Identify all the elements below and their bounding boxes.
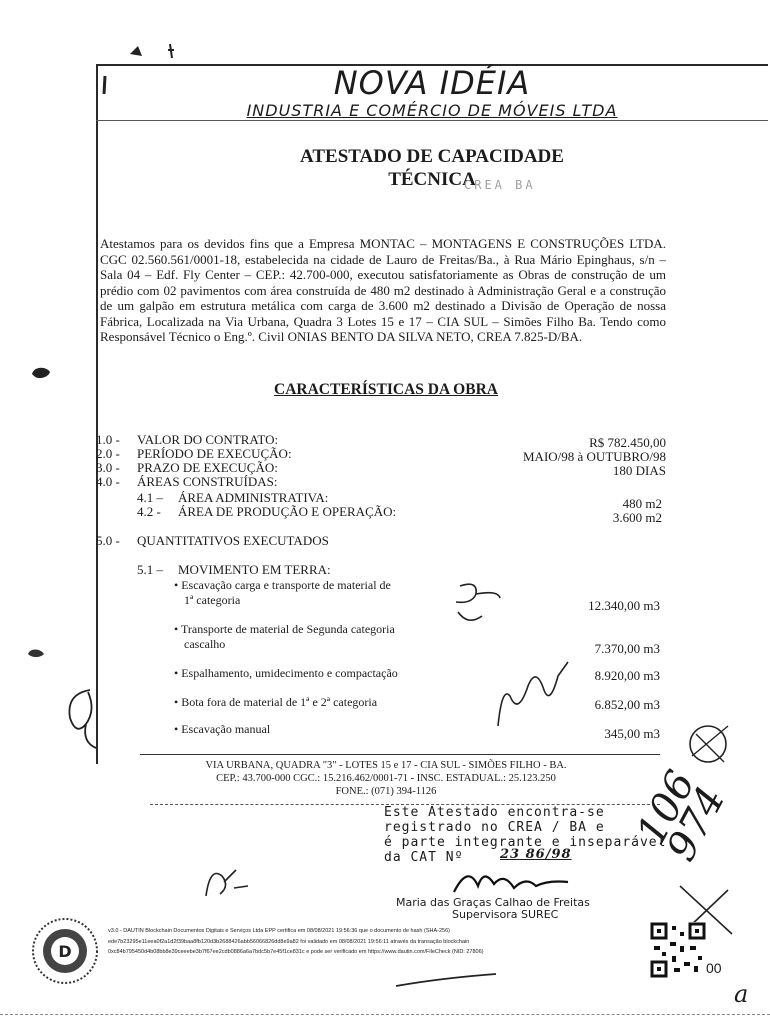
section-title: CARACTERÍSTICAS DA OBRA <box>274 381 498 398</box>
ink-blob-left-lower <box>24 644 50 664</box>
footer-address: VIA URBANA, QUADRA "3" - LOTES 15 e 17 - CIA SUL - SIMÕES FILHO - BA. <box>205 760 567 771</box>
handwritten-margin-mark <box>56 684 116 754</box>
characteristic-num: 2.0 - <box>96 446 120 461</box>
quantity-item: • Espalhamento, umidecimento e compactação <box>174 666 398 680</box>
footer-rule <box>140 754 660 755</box>
qr-suffix: 00 <box>706 960 722 976</box>
document-title-line2: TÉCNICA <box>388 169 476 190</box>
ink-mark-top <box>120 36 190 66</box>
dautin-seal-letter: D <box>58 942 72 961</box>
signer-role: Supervisora SUREC <box>452 908 559 921</box>
quantity-value: 12.340,00 m3 <box>588 598 660 613</box>
signer-name: Maria das Graças Calhao de Freitas <box>396 896 590 909</box>
area-num: 4.2 - <box>137 504 161 519</box>
movement-label: MOVIMENTO EM TERRA: <box>178 562 331 577</box>
characteristic-value: R$ 782.450,00 <box>589 435 666 450</box>
quantity-value: 6.852,00 m3 <box>594 697 660 712</box>
characteristic-label: VALOR DO CONTRATO: <box>137 432 279 447</box>
quantity-item-line2: 1ª categoria <box>184 593 241 607</box>
quantity-item-line1: • Escavação carga e transporte de material de <box>174 578 391 592</box>
area-label: ÁREA ADMINISTRATIVA: <box>178 490 329 505</box>
crea-stamp-line4: da CAT Nº <box>384 850 464 865</box>
area-value: 3.600 m2 <box>612 510 662 525</box>
quantity-value: 7.370,00 m3 <box>594 641 660 656</box>
quantity-value: 8.920,00 m3 <box>594 668 660 683</box>
quantity-item-line2: cascalho <box>184 637 226 651</box>
handwritten-initials <box>448 576 508 632</box>
quantities-label: QUANTITATIVOS EXECUTADOS <box>137 533 329 548</box>
characteristic-label: PRAZO DE EXECUÇÃO: <box>137 460 278 475</box>
characteristic-num: 1.0 - <box>96 432 120 447</box>
characteristic-num: 4.0 - <box>96 474 120 489</box>
characteristic-label: PERÍODO DE EXECUÇÃO: <box>137 446 292 461</box>
dautin-line2: ede7b23295e11eea0f2a1d2f39baa8fb120d3b2688426abb56066826dd8e9a82 foi validado em 08/08/2021 19:56:11 através da transação blockchain <box>108 938 470 945</box>
qr-code <box>650 922 706 978</box>
movement-num: 5.1 – <box>137 562 163 577</box>
quantity-value: 345,00 m3 <box>604 726 660 741</box>
area-value: 480 m2 <box>622 496 662 511</box>
faint-crea-stamp: CREA BA <box>464 178 536 192</box>
quantity-item <box>174 622 395 652</box>
handwritten-corner-letter: a <box>734 980 749 1008</box>
bottom-underline-stroke <box>392 968 502 992</box>
dautin-line3: 0xc84b795450d4b08bb8e39ceeebe3b7f67ee2cdb0886a6a7bdc5b7e45f1ce831c e pode ser verificado em https://www.dautin.com/FileCheck (NID: 27806) <box>108 949 484 955</box>
characteristic-value: MAIO/98 à OUTUBRO/98 <box>523 449 666 464</box>
crea-stamp-line2: registrado no CREA / BA e <box>384 820 605 835</box>
characteristic-label: ÁREAS CONSTRUÍDAS: <box>137 474 278 489</box>
page-bottom-edge <box>0 1014 770 1015</box>
area-num: 4.1 – <box>137 490 163 505</box>
area-label: ÁREA DE PRODUÇÃO E OPERAÇÃO: <box>178 504 397 519</box>
dautin-seal <box>30 916 100 986</box>
document-title-line1: ATESTADO DE CAPACIDADE <box>300 146 564 167</box>
company-subtitle: INDUSTRIA E COMÉRCIO DE MÓVEIS LTDA <box>246 101 618 120</box>
attestation-paragraph: Atestamos para os devidos fins que a Empresa MONTAC – MONTAGENS E CONSTRUÇÕES LTDA. CGC 02.560.561/0001-18, estabelecida na cidade de Lauro de Freitas/Ba., à Rua Mário Epinghaus, s/n – Sala 04 – Edf. Fly Center – CEP.: 42.700-000, executou satisfatoriamente as Obras de construção de um prédio com 02 pavimentos com área construída de 480 m2 destinado à Administração Geral e a construção de um galpão em estrutura metálica com carga de 3.600 m2 destinado a Divisão de Operação de nossa Fábrica, Localizada na Via Urbana, Quadra 3 Lotes 15 e 17 – CIA SUL – Simões Filho Ba. Tendo como Responsável Técnico o Eng.º. Civil ONIAS BENTO DA SILVA NETO, CREA 7.825-D/BA. <box>100 236 666 344</box>
handwritten-signature <box>488 656 578 736</box>
handwritten-initial-left <box>196 856 256 906</box>
footer-phone: FONE.: (071) 394-1126 <box>335 786 437 797</box>
footer-registration: CEP.: 43.700-000 CGC.: 15.216.462/0001-71 - INSC. ESTADUAL.: 25.123.250 <box>216 773 556 784</box>
crea-stamp-line1: Este Atestado encontra-se <box>384 805 605 820</box>
dautin-line1: v3.0 - DAUTIN Blockchain Documentos Digitais e Serviços Ltda EPP certifica em 08/08/2021 19:56:36 que o documento de hash (SHA-256) <box>108 928 450 934</box>
handwritten-margin-number: 106 974 <box>628 763 735 869</box>
dautin-certification <box>108 926 628 958</box>
quantity-item-line1: • Transporte de material de Segunda categoria <box>174 622 395 636</box>
cat-number: 23 86/98 <box>500 847 572 862</box>
quantity-item <box>174 578 391 608</box>
ink-blob-left <box>28 364 54 384</box>
crea-stamp-line3: é parte integrante e inseparável <box>384 835 667 850</box>
company-name: NOVA IDÉIA <box>333 64 531 102</box>
letterhead-divider <box>96 120 768 121</box>
characteristic-num: 3.0 - <box>96 460 120 475</box>
quantities-num: 5.0 - <box>96 533 120 548</box>
quantity-item: • Bota fora de material de 1ª e 2ª categoria <box>174 695 378 709</box>
characteristic-value: 180 DIAS <box>612 463 666 478</box>
quantity-item: • Escavação manual <box>174 722 271 736</box>
